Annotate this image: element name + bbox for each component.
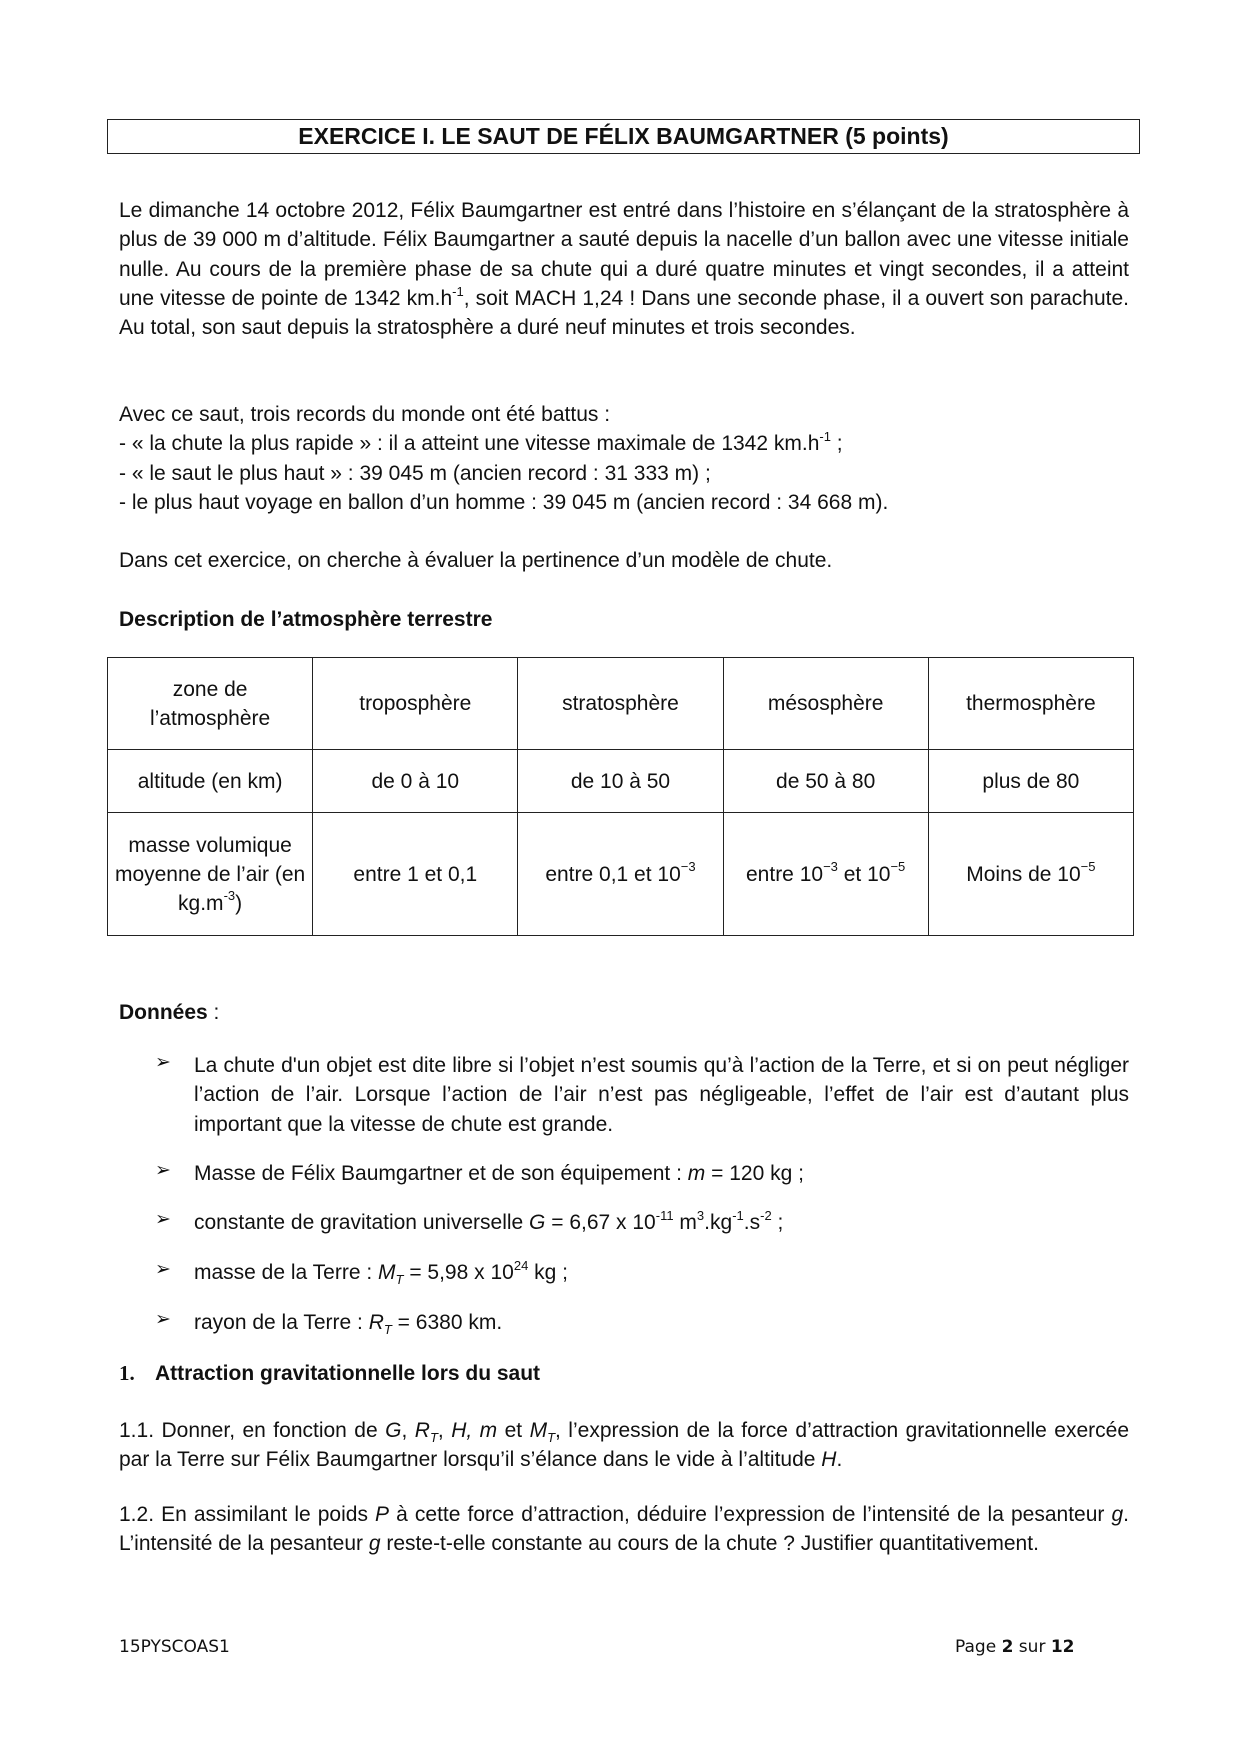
text: , [437,1419,452,1442]
question-1-2 [119,1500,1129,1559]
text: reste-t-elle constante au cours de la chute ? Justifier quantitativement. [380,1532,1039,1556]
footer-page-number [955,1637,1075,1657]
donnees-label: Données [119,1001,208,1024]
sub-T: T [383,1322,392,1338]
sup: -11 [655,1207,674,1223]
text: kg ; [528,1261,568,1284]
table-cell: troposphère [313,658,518,750]
var-H: H [821,1448,837,1472]
record-1-sup: -1 [819,429,831,444]
page-total: 12 [1050,1637,1075,1657]
arrow-bullet-icon: ➢ [155,1160,171,1181]
table-heading [119,605,1129,634]
var-m: m [687,1162,706,1185]
table-cell [518,813,723,936]
table-cell [928,813,1133,936]
section-number: 1. [119,1361,135,1385]
var-g: g [1111,1503,1124,1526]
text: Page [955,1637,1002,1657]
exercise-title [107,119,1140,154]
var-G: G [385,1419,402,1442]
exercise-title-text: EXERCICE I. LE SAUT DE FÉLIX BAUMGARTNER (5 points) [298,123,949,149]
records-heading: Avec ce saut, trois records du monde ont été battus : [119,403,611,426]
sup: 3 [696,1207,705,1223]
density-label-end: ) [235,891,243,915]
table-row-altitude [108,750,1134,813]
text: .kg [704,1211,733,1234]
var-R: R [368,1311,384,1334]
table-cell: mésosphère [723,658,928,750]
text: . L’intensité de la pesanteur [119,1503,1129,1556]
bullet-text-free-fall: La chute d'un objet est dite libre si l’objet n’est soumis qu’à l’action de la Terre, et si on peut négliger l’action de l’air. Lorsque l’action de l’air n’est pas négligeable, l’effet de l’air est d’autant plus important que la vitesse de chute est grande. [194,1054,1129,1136]
table-cell: stratosphère [518,658,723,750]
density-strato: entre 0,1 et 10 [545,862,681,886]
sup: 24 [513,1257,529,1273]
table-row-density [108,813,1134,936]
density-strato-sup: −3 [680,859,696,875]
sup: -2 [760,1207,772,1223]
table-cell: de 0 à 10 [313,750,518,813]
record-item-1 [119,429,1129,458]
bullet-text-earth-mass [194,1258,1129,1287]
section-title: Attraction gravitationnelle lors du saut [155,1362,541,1385]
donnees-heading [119,998,1129,1027]
var-M: M [529,1419,548,1442]
sup: -1 [732,1207,744,1223]
density-meso-sup1: −3 [823,859,838,875]
text: masse de la Terre : [194,1261,379,1284]
sub-T: T [395,1272,404,1288]
text: sur [1013,1637,1051,1657]
bullet-text-earth-radius [194,1308,1129,1337]
density-meso-a: entre 10 [746,862,824,886]
table-cell: plus de 80 [928,750,1133,813]
intro-text-1: Le dimanche 14 octobre 2012, Félix Baumgartner est entré dans l’histoire en s’élançant de la stratosphère à plus de 39 000 m d’altitude. Félix Baumgartner a sauté depuis la nacelle d’un ballon avec une vitesse initiale nulle. Au cours de la première phase de sa chute qui a duré quatre minutes et vingt secondes, il a atteint une vitesse de pointe de 1342 km.h [119,199,1129,310]
record-1-end: ; [830,432,843,456]
var-g: g [368,1532,381,1556]
table-row-zone [108,658,1134,750]
intro-text-2: , soit MACH 1,24 ! Dans une seconde phase, il a ouvert son parachute. Au total, son saut depuis la stratosphère a duré neuf minutes et trois secondes. [119,286,1129,340]
text: ; [771,1211,784,1234]
text: 1.1. Donner, en fonction de [119,1419,386,1442]
density-label: masse volumique moyenne de l’air (en kg.m [114,833,306,915]
text: . [836,1448,843,1472]
sub-T: T [547,1430,556,1446]
density-label-sup: -3 [223,888,236,904]
var-G: G [529,1211,546,1234]
objective-text: Dans cet exercice, on cherche à évaluer la pertinence d’un modèle de chute. [119,549,833,572]
arrow-bullet-icon: ➢ [155,1259,171,1280]
intro-sup: -1 [452,283,464,299]
density-meso-b: et 10 [837,862,891,886]
table-cell: de 10 à 50 [518,750,723,813]
bullet-text-mass [194,1159,1129,1188]
text: constante de gravitation universelle [194,1211,530,1234]
var-R: R [414,1419,430,1442]
density-thermo: Moins de 10 [966,862,1081,886]
table-cell: thermosphère [928,658,1133,750]
record-item-2: - « le saut le plus haut » : 39 045 m (ancien record : 31 333 m) ; [119,461,711,485]
intro-paragraph [119,196,1129,342]
text: = 6,67 x 10 [545,1211,656,1234]
text: Masse de Félix Baumgartner et de son équipement : [194,1162,688,1185]
table-cell: altitude (en km) [108,750,313,813]
text: .s [743,1211,761,1234]
bullet-text-gravitation-constant [194,1208,1129,1237]
text: 1.2. En assimilant le poids [119,1503,376,1526]
text: à cette force d’attraction, déduire l’expression de l’intensité de la pesanteur [389,1503,1112,1526]
density-thermo-sup: −5 [1080,859,1096,875]
section-1-heading [119,1359,540,1388]
text: = 6380 km. [391,1311,503,1334]
page-current: 2 [1001,1637,1014,1657]
text: rayon de la Terre : [194,1311,369,1334]
atmosphere-table [107,657,1134,936]
text: = 5,98 x 10 [403,1261,514,1284]
objective-paragraph [119,546,1129,575]
question-1-1 [119,1416,1129,1475]
table-cell [108,813,313,936]
var-H-m: H, m [451,1419,498,1442]
arrow-bullet-icon: ➢ [155,1209,171,1230]
table-cell: de 50 à 80 [723,750,928,813]
text: m [673,1211,697,1234]
text: = 120 kg ; [705,1162,804,1185]
records-block [119,400,1129,517]
arrow-bullet-icon: ➢ [155,1052,171,1073]
footer-code: 15PYSCOAS1 [119,1637,230,1657]
table-cell: zone de l’atmosphère [108,658,313,750]
table-cell: entre 1 et 0,1 [313,813,518,936]
text: , l’expression de la force d’attraction gravitationnelle exercée par la Terre sur Félix Baumgartner lorsqu’il s’élance dans le vide à l’altitude [119,1419,1129,1472]
record-1-text: - « la chute la plus rapide » : il a atteint une vitesse maximale de 1342 km.h [119,432,820,456]
record-item-3: - le plus haut voyage en ballon d’un homme : 39 045 m (ancien record : 34 668 m). [119,490,889,514]
var-M: M [378,1261,396,1284]
sub-T: T [429,1430,438,1446]
table-cell [723,813,928,936]
var-P: P [375,1503,390,1526]
donnees-colon: : [207,1001,220,1024]
table-heading-text: Description de l’atmosphère terrestre [119,608,493,631]
arrow-bullet-icon: ➢ [155,1309,171,1330]
density-meso-sup2: −5 [890,859,906,875]
text: et [497,1419,530,1442]
text: , [401,1419,415,1442]
